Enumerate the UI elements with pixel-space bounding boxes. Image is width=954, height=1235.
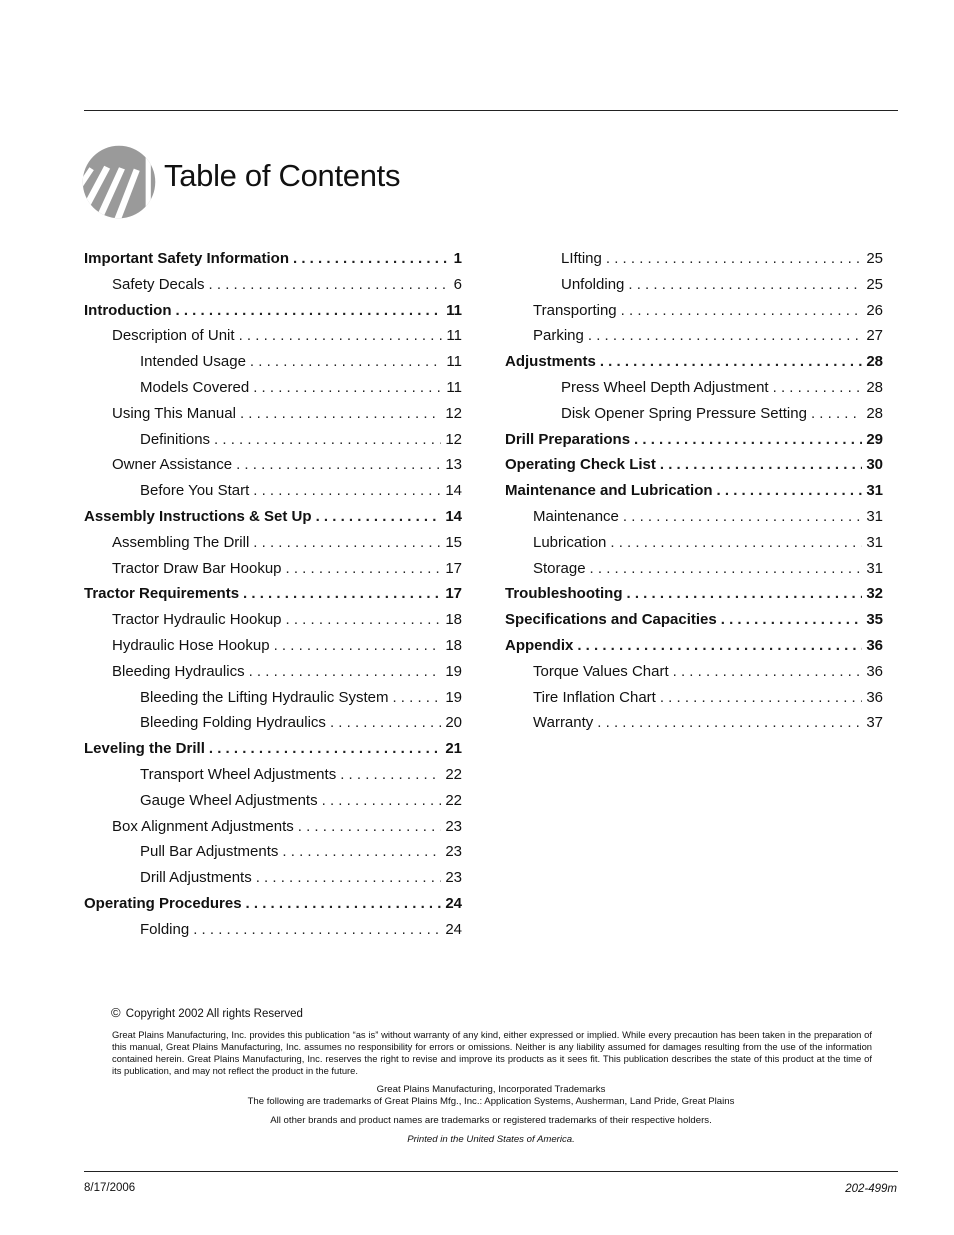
toc-entry-label: Drill Preparations bbox=[505, 430, 631, 448]
toc-dot-leader bbox=[235, 323, 443, 349]
toc-entry[interactable] bbox=[505, 298, 883, 324]
toc-entry-label: Lubrication bbox=[533, 533, 607, 551]
toc-entry-page: 37 bbox=[866, 714, 883, 732]
toc-entry-page: 36 bbox=[866, 688, 883, 706]
toc-right-column bbox=[505, 246, 883, 736]
toc-entry-page: 11 bbox=[446, 327, 462, 345]
toc-dot-leader bbox=[239, 581, 441, 607]
toc-dot-leader bbox=[205, 272, 450, 298]
toc-entry-label: Appendix bbox=[505, 636, 574, 654]
toc-entry-label: Disk Opener Spring Pressure Setting bbox=[561, 404, 807, 422]
toc-entry-page: 25 bbox=[866, 275, 883, 293]
toc-entry[interactable] bbox=[84, 504, 462, 530]
trademarks-list: The following are trademarks of Great Plains Mfg., Inc.: Application Systems, Ausherman, Land Pride, Great Plains bbox=[247, 1096, 735, 1107]
toc-entry[interactable] bbox=[84, 633, 462, 659]
toc-dot-leader bbox=[630, 427, 862, 453]
toc-dot-leader bbox=[606, 530, 862, 556]
toc-entry-page: 17 bbox=[445, 559, 462, 577]
toc-entry[interactable] bbox=[505, 530, 883, 556]
toc-entry-label: Intended Usage bbox=[140, 353, 246, 371]
top-rule bbox=[84, 110, 898, 111]
toc-entry-label: Drill Adjustments bbox=[140, 869, 252, 887]
toc-dot-leader bbox=[282, 556, 442, 582]
toc-entry[interactable] bbox=[84, 272, 462, 298]
toc-entry-label: Box Alignment Adjustments bbox=[112, 817, 294, 835]
toc-dot-leader bbox=[807, 401, 862, 427]
toc-entry-page: 18 bbox=[445, 636, 462, 654]
toc-dot-leader bbox=[388, 685, 441, 711]
toc-entry-page: 23 bbox=[445, 869, 462, 887]
toc-entry[interactable] bbox=[84, 891, 462, 917]
page-title: Table of Contents bbox=[164, 158, 401, 193]
toc-dot-leader bbox=[294, 814, 442, 840]
toc-entry[interactable] bbox=[505, 581, 883, 607]
copyright-symbol: © bbox=[111, 1005, 121, 1020]
toc-entry-label: Torque Values Chart bbox=[533, 662, 669, 680]
toc-entry[interactable] bbox=[84, 375, 462, 401]
toc-entry-page: 28 bbox=[866, 353, 883, 371]
toc-entry-page: 14 bbox=[445, 507, 462, 525]
copyright-text: Copyright 2002 All rights Reserved bbox=[125, 1008, 303, 1020]
toc-entry[interactable] bbox=[505, 246, 883, 272]
toc-entry-label: Introduction bbox=[84, 301, 172, 319]
toc-dot-leader bbox=[210, 427, 441, 453]
toc-entry[interactable] bbox=[84, 530, 462, 556]
toc-entry[interactable] bbox=[84, 298, 462, 324]
toc-entry-page: 25 bbox=[866, 250, 883, 267]
toc-entry-page: 24 bbox=[445, 920, 462, 938]
toc-entry[interactable] bbox=[505, 633, 883, 659]
toc-entry-page: 36 bbox=[866, 662, 883, 680]
toc-entry[interactable] bbox=[84, 427, 462, 453]
toc-entry-page: 23 bbox=[445, 817, 462, 835]
toc-entry[interactable] bbox=[505, 607, 883, 633]
toc-entry[interactable] bbox=[505, 659, 883, 685]
toc-entry-label: Operating Procedures bbox=[84, 894, 242, 912]
copyright-notice bbox=[111, 1005, 303, 1020]
toc-entry-label: Transport Wheel Adjustments bbox=[140, 765, 337, 783]
toc-dot-leader bbox=[282, 607, 442, 633]
toc-entry-page: 22 bbox=[445, 765, 462, 783]
toc-entry[interactable] bbox=[505, 504, 883, 530]
toc-entry[interactable] bbox=[505, 323, 883, 349]
toc-entry-page: 31 bbox=[866, 559, 883, 577]
toc-entry-label: Owner Assistance bbox=[112, 456, 233, 474]
toc-dot-leader bbox=[326, 710, 441, 736]
toc-entry[interactable] bbox=[84, 685, 462, 711]
toc-entry-page: 14 bbox=[445, 482, 462, 500]
toc-entry[interactable] bbox=[84, 865, 462, 891]
toc-entry-label: Hydraulic Hose Hookup bbox=[112, 636, 270, 654]
toc-entry[interactable] bbox=[84, 788, 462, 814]
toc-entry-page: 11 bbox=[446, 378, 462, 396]
toc-dot-leader bbox=[249, 478, 441, 504]
toc-dot-leader bbox=[717, 607, 863, 633]
toc-entry-label: Safety Decals bbox=[112, 275, 205, 293]
trademarks-heading: Great Plains Manufacturing, Incorporated Trademarks bbox=[376, 1084, 606, 1095]
toc-entry-page: 18 bbox=[445, 611, 462, 629]
toc-dot-leader bbox=[246, 349, 443, 375]
toc-entry-label: Operating Check List bbox=[505, 456, 656, 474]
toc-dot-leader bbox=[252, 865, 442, 891]
toc-entry-page: 22 bbox=[445, 791, 462, 809]
toc-entry-page: 23 bbox=[445, 843, 462, 861]
great-plains-logo-icon bbox=[82, 145, 156, 219]
toc-entry-label: Leveling the Drill bbox=[84, 740, 205, 758]
toc-entry-page: 31 bbox=[866, 533, 883, 551]
toc-entry-label: Tractor Requirements bbox=[84, 585, 240, 603]
toc-entry[interactable] bbox=[84, 581, 462, 607]
toc-dot-leader bbox=[573, 633, 862, 659]
toc-entry[interactable] bbox=[505, 452, 883, 478]
toc-entry[interactable] bbox=[84, 736, 462, 762]
toc-dot-leader bbox=[586, 556, 863, 582]
toc-entry-page: 13 bbox=[445, 456, 462, 474]
toc-dot-leader bbox=[249, 375, 442, 401]
toc-dot-leader bbox=[289, 246, 450, 272]
toc-entry[interactable] bbox=[505, 401, 883, 427]
toc-entry-page: 21 bbox=[445, 740, 462, 758]
toc-entry[interactable] bbox=[84, 814, 462, 840]
toc-entry[interactable] bbox=[84, 607, 462, 633]
toc-dot-leader bbox=[312, 504, 442, 530]
toc-dot-leader bbox=[205, 736, 441, 762]
toc-entry-label: Storage bbox=[533, 559, 586, 577]
toc-dot-leader bbox=[318, 788, 442, 814]
footer-doc-number: 202-499m bbox=[845, 1183, 897, 1195]
toc-dot-leader bbox=[189, 917, 441, 943]
toc-entry-label: Maintenance and Lubrication bbox=[505, 482, 713, 500]
toc-entry-label: Maintenance bbox=[533, 507, 619, 525]
toc-dot-leader bbox=[336, 762, 441, 788]
toc-entry-label: Adjustments bbox=[505, 353, 596, 371]
toc-entry-page: 27 bbox=[866, 327, 883, 345]
toc-entry-label: Troubleshooting bbox=[505, 585, 623, 603]
toc-entry-page: 24 bbox=[445, 894, 462, 912]
toc-dot-leader bbox=[656, 452, 862, 478]
toc-entry[interactable] bbox=[84, 556, 462, 582]
toc-entry-page: 6 bbox=[453, 275, 462, 293]
toc-entry[interactable] bbox=[505, 710, 883, 736]
toc-entry-page: 11 bbox=[446, 353, 462, 371]
toc-entry-page: 31 bbox=[866, 507, 883, 525]
toc-entry-label: Assembling The Drill bbox=[112, 533, 250, 551]
toc-dot-leader bbox=[245, 659, 442, 685]
toc-entry-page: 11 bbox=[446, 301, 462, 319]
toc-left-column bbox=[84, 246, 462, 943]
toc-entry-page: 28 bbox=[866, 378, 883, 396]
toc-entry-label: Press Wheel Depth Adjustment bbox=[561, 378, 769, 396]
toc-entry[interactable] bbox=[505, 272, 883, 298]
toc-dot-leader bbox=[623, 581, 863, 607]
bottom-rule bbox=[84, 1171, 898, 1172]
toc-entry[interactable] bbox=[84, 401, 462, 427]
disclaimer-text: Great Plains Manufacturing, Inc. provides this publication “as is” without warranty of any kind, either expressed or implied. While every precaution has been taken in the preparation of this manual, Great Plains Manufacturing, Inc. assumes no responsibility for errors or omissions. Neither is any liability assumed for damages resulting from the use of the information contained herein. Great Plains Manufacturing, Inc. reserves the right to revise and improve its products as it sees fit. This publication describes the state of this product at the time of its publication, and may not reflect the product in the future. bbox=[112, 1029, 872, 1076]
toc-dot-leader bbox=[249, 530, 441, 556]
toc-entry-label: Specifications and Capacities bbox=[505, 611, 717, 629]
toc-entry-label: Bleeding the Lifting Hydraulic System bbox=[140, 688, 389, 706]
toc-entry-page: 17 bbox=[445, 585, 462, 603]
toc-dot-leader bbox=[656, 685, 862, 711]
toc-entry-label: Definitions bbox=[140, 430, 211, 448]
toc-entry-label: Parking bbox=[533, 327, 584, 345]
footer-date: 8/17/2006 bbox=[84, 1182, 136, 1194]
toc-dot-leader bbox=[602, 246, 862, 272]
toc-dot-leader bbox=[278, 839, 441, 865]
toc-entry[interactable] bbox=[84, 917, 462, 943]
toc-dot-leader bbox=[593, 710, 862, 736]
toc-entry-label: Tractor Hydraulic Hookup bbox=[112, 611, 282, 629]
toc-dot-leader bbox=[584, 323, 862, 349]
toc-entry-label: Tire Inflation Chart bbox=[533, 688, 656, 706]
toc-dot-leader bbox=[669, 659, 863, 685]
toc-entry[interactable] bbox=[84, 762, 462, 788]
toc-dot-leader bbox=[236, 401, 441, 427]
toc-entry-label: Assembly Instructions & Set Up bbox=[84, 507, 312, 525]
toc-entry-page: 32 bbox=[866, 585, 883, 603]
toc-entry-page: 31 bbox=[866, 482, 883, 500]
toc-entry[interactable] bbox=[505, 685, 883, 711]
toc-entry-label: Transporting bbox=[533, 301, 617, 319]
toc-dot-leader bbox=[171, 298, 442, 324]
toc-dot-leader bbox=[619, 504, 862, 530]
toc-entry-label: LIfting bbox=[561, 250, 602, 267]
toc-entry-page: 29 bbox=[866, 430, 883, 448]
toc-entry[interactable] bbox=[84, 710, 462, 736]
toc-entry[interactable] bbox=[84, 349, 462, 375]
toc-dot-leader bbox=[769, 375, 863, 401]
toc-entry-page: 12 bbox=[445, 404, 462, 422]
toc-entry-page: 12 bbox=[445, 430, 462, 448]
toc-entry-page: 20 bbox=[445, 714, 462, 732]
toc-dot-leader bbox=[624, 272, 862, 298]
toc-entry-label: Unfolding bbox=[561, 275, 625, 293]
toc-entry-page: 15 bbox=[445, 533, 462, 551]
toc-entry[interactable] bbox=[505, 556, 883, 582]
toc-entry[interactable] bbox=[84, 659, 462, 685]
toc-entry-page: 28 bbox=[866, 404, 883, 422]
toc-entry-label: Using This Manual bbox=[112, 404, 236, 422]
toc-entry-page: 30 bbox=[866, 456, 883, 474]
toc-entry[interactable] bbox=[505, 349, 883, 375]
toc-entry-page: 19 bbox=[445, 662, 462, 680]
toc-entry-page: 36 bbox=[866, 636, 883, 654]
toc-entry[interactable] bbox=[84, 839, 462, 865]
toc-entry[interactable] bbox=[84, 246, 462, 272]
toc-dot-leader bbox=[713, 478, 863, 504]
toc-dot-leader bbox=[596, 349, 862, 375]
toc-entry-label: Bleeding Hydraulics bbox=[112, 662, 245, 680]
toc-entry-page: 19 bbox=[445, 688, 462, 706]
printed-in-text: Printed in the United States of America. bbox=[407, 1134, 575, 1145]
toc-entry[interactable] bbox=[84, 452, 462, 478]
toc-entry-label: Warranty bbox=[533, 714, 594, 732]
toc-entry[interactable] bbox=[84, 478, 462, 504]
toc-dot-leader bbox=[270, 633, 442, 659]
other-brands-text: All other brands and product names are trademarks or registered trademarks of their respective holders. bbox=[270, 1115, 712, 1126]
toc-entry-label: Folding bbox=[140, 920, 190, 938]
toc-entry[interactable] bbox=[84, 323, 462, 349]
toc-entry-label: Important Safety Information bbox=[84, 250, 290, 267]
toc-entry-label: Bleeding Folding Hydraulics bbox=[140, 714, 326, 732]
toc-entry-page: 1 bbox=[453, 250, 462, 267]
toc-entry-label: Description of Unit bbox=[112, 327, 235, 345]
toc-entry-label: Before You Start bbox=[140, 482, 250, 500]
toc-entry-page: 35 bbox=[866, 611, 883, 629]
toc-dot-leader bbox=[617, 298, 863, 324]
toc-entry-label: Models Covered bbox=[140, 378, 250, 396]
toc-entry-label: Tractor Draw Bar Hookup bbox=[112, 559, 282, 577]
toc-entry[interactable] bbox=[505, 478, 883, 504]
toc-entry-label: Gauge Wheel Adjustments bbox=[140, 791, 318, 809]
toc-entry-label: Pull Bar Adjustments bbox=[140, 843, 279, 861]
toc-entry-page: 26 bbox=[866, 301, 883, 319]
toc-dot-leader bbox=[242, 891, 442, 917]
toc-entry[interactable] bbox=[505, 427, 883, 453]
toc-entry[interactable] bbox=[505, 375, 883, 401]
toc-dot-leader bbox=[232, 452, 441, 478]
